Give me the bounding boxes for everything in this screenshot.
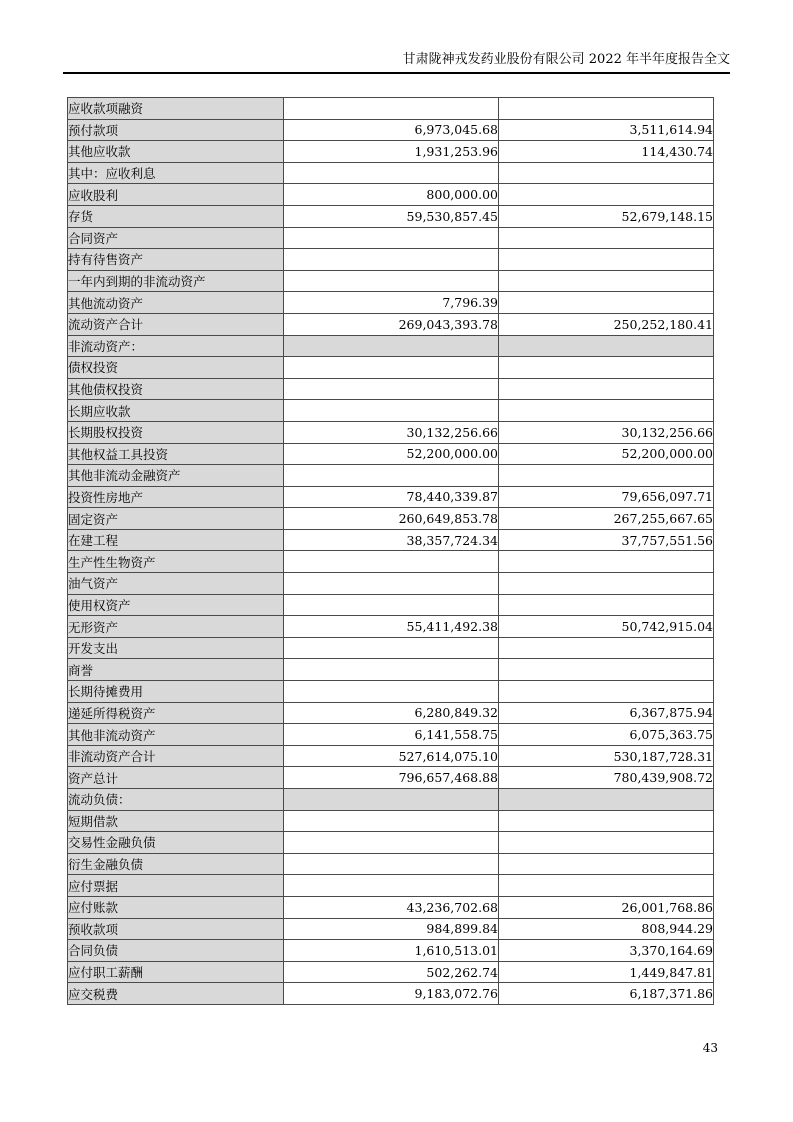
current-period-value-cell: 78,440,339.87 (284, 486, 499, 508)
current-period-value-cell (284, 98, 499, 120)
current-period-value-cell: 7,796.39 (284, 292, 499, 314)
prior-period-value-cell: 530,187,728.31 (499, 745, 714, 767)
table-row (68, 292, 714, 314)
prior-period-value-cell (499, 789, 714, 811)
current-period-value-cell (284, 551, 499, 573)
row-label-cell: 使用权资产 (68, 594, 284, 616)
table-row (68, 443, 714, 465)
current-period-value-cell: 43,236,702.68 (284, 896, 499, 918)
prior-period-value-cell (499, 853, 714, 875)
row-label-cell: 应付账款 (68, 896, 284, 918)
table-row (68, 875, 714, 897)
current-period-value-cell: 796,657,468.88 (284, 767, 499, 789)
current-period-value-cell (284, 810, 499, 832)
prior-period-value-cell (499, 832, 714, 854)
prior-period-value-cell: 114,430.74 (499, 141, 714, 163)
current-period-value-cell (284, 335, 499, 357)
prior-period-value-cell (499, 659, 714, 681)
page-number: 43 (702, 1041, 718, 1055)
table-row (68, 853, 714, 875)
prior-period-value-cell (499, 594, 714, 616)
row-label-cell: 投资性房地产 (68, 486, 284, 508)
table-row (68, 378, 714, 400)
current-period-value-cell: 527,614,075.10 (284, 745, 499, 767)
prior-period-value-cell: 250,252,180.41 (499, 313, 714, 335)
prior-period-value-cell (499, 551, 714, 573)
current-period-value-cell: 38,357,724.34 (284, 529, 499, 551)
current-period-value-cell: 800,000.00 (284, 184, 499, 206)
balance-sheet-body (68, 98, 714, 1005)
table-row (68, 616, 714, 638)
prior-period-value-cell: 780,439,908.72 (499, 767, 714, 789)
row-label-cell: 应付票据 (68, 875, 284, 897)
current-period-value-cell: 6,141,558.75 (284, 724, 499, 746)
row-label-cell: 油气资产 (68, 573, 284, 595)
current-period-value-cell (284, 400, 499, 422)
prior-period-value-cell (499, 227, 714, 249)
current-period-value-cell (284, 270, 499, 292)
prior-period-value-cell: 79,656,097.71 (499, 486, 714, 508)
current-period-value-cell (284, 659, 499, 681)
row-label-cell: 其他债权投资 (68, 378, 284, 400)
prior-period-value-cell (499, 292, 714, 314)
row-label-cell: 资产总计 (68, 767, 284, 789)
current-period-value-cell (284, 875, 499, 897)
prior-period-value-cell (499, 465, 714, 487)
row-label-cell: 其他权益工具投资 (68, 443, 284, 465)
table-row (68, 789, 714, 811)
current-period-value-cell: 52,200,000.00 (284, 443, 499, 465)
table-row (68, 594, 714, 616)
table-row (68, 681, 714, 703)
prior-period-value-cell: 3,370,164.69 (499, 940, 714, 962)
row-label-cell: 递延所得税资产 (68, 702, 284, 724)
row-label-cell: 预付款项 (68, 119, 284, 141)
current-period-value-cell (284, 853, 499, 875)
table-row (68, 767, 714, 789)
row-label-cell: 一年内到期的非流动资产 (68, 270, 284, 292)
row-label-cell: 应收股利 (68, 184, 284, 206)
row-label-cell: 其他非流动金融资产 (68, 465, 284, 487)
table-row (68, 832, 714, 854)
prior-period-value-cell: 52,679,148.15 (499, 205, 714, 227)
row-label-cell: 流动资产合计 (68, 313, 284, 335)
prior-period-value-cell: 26,001,768.86 (499, 896, 714, 918)
current-period-value-cell (284, 573, 499, 595)
prior-period-value-cell (499, 810, 714, 832)
row-label-cell: 存货 (68, 205, 284, 227)
row-label-cell: 合同资产 (68, 227, 284, 249)
table-row (68, 335, 714, 357)
row-label-cell: 预收款项 (68, 918, 284, 940)
table-row (68, 119, 714, 141)
row-label-cell: 应交税费 (68, 983, 284, 1005)
row-label-cell: 长期应收款 (68, 400, 284, 422)
prior-period-value-cell (499, 681, 714, 703)
current-period-value-cell (284, 249, 499, 271)
row-label-cell: 其他非流动资产 (68, 724, 284, 746)
current-period-value-cell (284, 637, 499, 659)
table-row (68, 896, 714, 918)
table-row (68, 961, 714, 983)
table-row (68, 551, 714, 573)
table-row (68, 357, 714, 379)
table-row (68, 205, 714, 227)
row-label-cell: 合同负债 (68, 940, 284, 962)
prior-period-value-cell (499, 357, 714, 379)
current-period-value-cell: 6,973,045.68 (284, 119, 499, 141)
current-period-value-cell (284, 789, 499, 811)
table-row (68, 465, 714, 487)
prior-period-value-cell (499, 249, 714, 271)
row-label-cell: 非流动资产合计 (68, 745, 284, 767)
row-label-cell: 生产性生物资产 (68, 551, 284, 573)
prior-period-value-cell: 50,742,915.04 (499, 616, 714, 638)
row-label-cell: 流动负债： (68, 789, 284, 811)
prior-period-value-cell (499, 875, 714, 897)
prior-period-value-cell (499, 98, 714, 120)
row-label-cell: 其中：应收利息 (68, 162, 284, 184)
prior-period-value-cell: 6,075,363.75 (499, 724, 714, 746)
table-row (68, 421, 714, 443)
current-period-value-cell: 260,649,853.78 (284, 508, 499, 530)
current-period-value-cell (284, 832, 499, 854)
prior-period-value-cell: 267,255,667.65 (499, 508, 714, 530)
table-row (68, 227, 714, 249)
table-row (68, 637, 714, 659)
document-header-title: 甘肃陇神戎发药业股份有限公司 2022 年半年度报告全文 (63, 52, 730, 74)
current-period-value-cell (284, 681, 499, 703)
table-row (68, 573, 714, 595)
prior-period-value-cell (499, 637, 714, 659)
prior-period-value-cell: 3,511,614.94 (499, 119, 714, 141)
current-period-value-cell: 984,899.84 (284, 918, 499, 940)
table-row (68, 724, 714, 746)
table-row (68, 249, 714, 271)
current-period-value-cell: 502,262.74 (284, 961, 499, 983)
table-row (68, 270, 714, 292)
row-label-cell: 应付职工薪酬 (68, 961, 284, 983)
table-row (68, 141, 714, 163)
prior-period-value-cell (499, 573, 714, 595)
table-row (68, 508, 714, 530)
prior-period-value-cell: 30,132,256.66 (499, 421, 714, 443)
table-row (68, 184, 714, 206)
prior-period-value-cell: 808,944.29 (499, 918, 714, 940)
row-label-cell: 其他应收款 (68, 141, 284, 163)
prior-period-value-cell (499, 162, 714, 184)
row-label-cell: 持有待售资产 (68, 249, 284, 271)
current-period-value-cell: 55,411,492.38 (284, 616, 499, 638)
current-period-value-cell (284, 465, 499, 487)
current-period-value-cell: 6,280,849.32 (284, 702, 499, 724)
current-period-value-cell (284, 357, 499, 379)
row-label-cell: 长期股权投资 (68, 421, 284, 443)
table-row (68, 745, 714, 767)
row-label-cell: 商誉 (68, 659, 284, 681)
current-period-value-cell: 9,183,072.76 (284, 983, 499, 1005)
table-row (68, 659, 714, 681)
row-label-cell: 长期待摊费用 (68, 681, 284, 703)
prior-period-value-cell: 6,187,371.86 (499, 983, 714, 1005)
current-period-value-cell: 269,043,393.78 (284, 313, 499, 335)
table-row (68, 313, 714, 335)
row-label-cell: 债权投资 (68, 357, 284, 379)
row-label-cell: 其他流动资产 (68, 292, 284, 314)
prior-period-value-cell: 1,449,847.81 (499, 961, 714, 983)
row-label-cell: 无形资产 (68, 616, 284, 638)
row-label-cell: 固定资产 (68, 508, 284, 530)
table-row (68, 98, 714, 120)
table-row (68, 810, 714, 832)
table-row (68, 702, 714, 724)
prior-period-value-cell (499, 270, 714, 292)
table-row (68, 162, 714, 184)
row-label-cell: 非流动资产： (68, 335, 284, 357)
table-row (68, 940, 714, 962)
row-label-cell: 开发支出 (68, 637, 284, 659)
current-period-value-cell: 1,931,253.96 (284, 141, 499, 163)
row-label-cell: 短期借款 (68, 810, 284, 832)
current-period-value-cell (284, 227, 499, 249)
table-row (68, 983, 714, 1005)
prior-period-value-cell: 6,367,875.94 (499, 702, 714, 724)
table-row (68, 400, 714, 422)
current-period-value-cell (284, 378, 499, 400)
prior-period-value-cell (499, 184, 714, 206)
current-period-value-cell (284, 162, 499, 184)
current-period-value-cell: 1,610,513.01 (284, 940, 499, 962)
table-row (68, 486, 714, 508)
prior-period-value-cell (499, 400, 714, 422)
row-label-cell: 应收款项融资 (68, 98, 284, 120)
current-period-value-cell: 59,530,857.45 (284, 205, 499, 227)
prior-period-value-cell (499, 378, 714, 400)
table-row (68, 918, 714, 940)
prior-period-value-cell: 37,757,551.56 (499, 529, 714, 551)
row-label-cell: 衍生金融负债 (68, 853, 284, 875)
prior-period-value-cell (499, 335, 714, 357)
row-label-cell: 在建工程 (68, 529, 284, 551)
current-period-value-cell: 30,132,256.66 (284, 421, 499, 443)
row-label-cell: 交易性金融负债 (68, 832, 284, 854)
balance-sheet-table (67, 97, 714, 1005)
current-period-value-cell (284, 594, 499, 616)
table-row (68, 529, 714, 551)
prior-period-value-cell: 52,200,000.00 (499, 443, 714, 465)
